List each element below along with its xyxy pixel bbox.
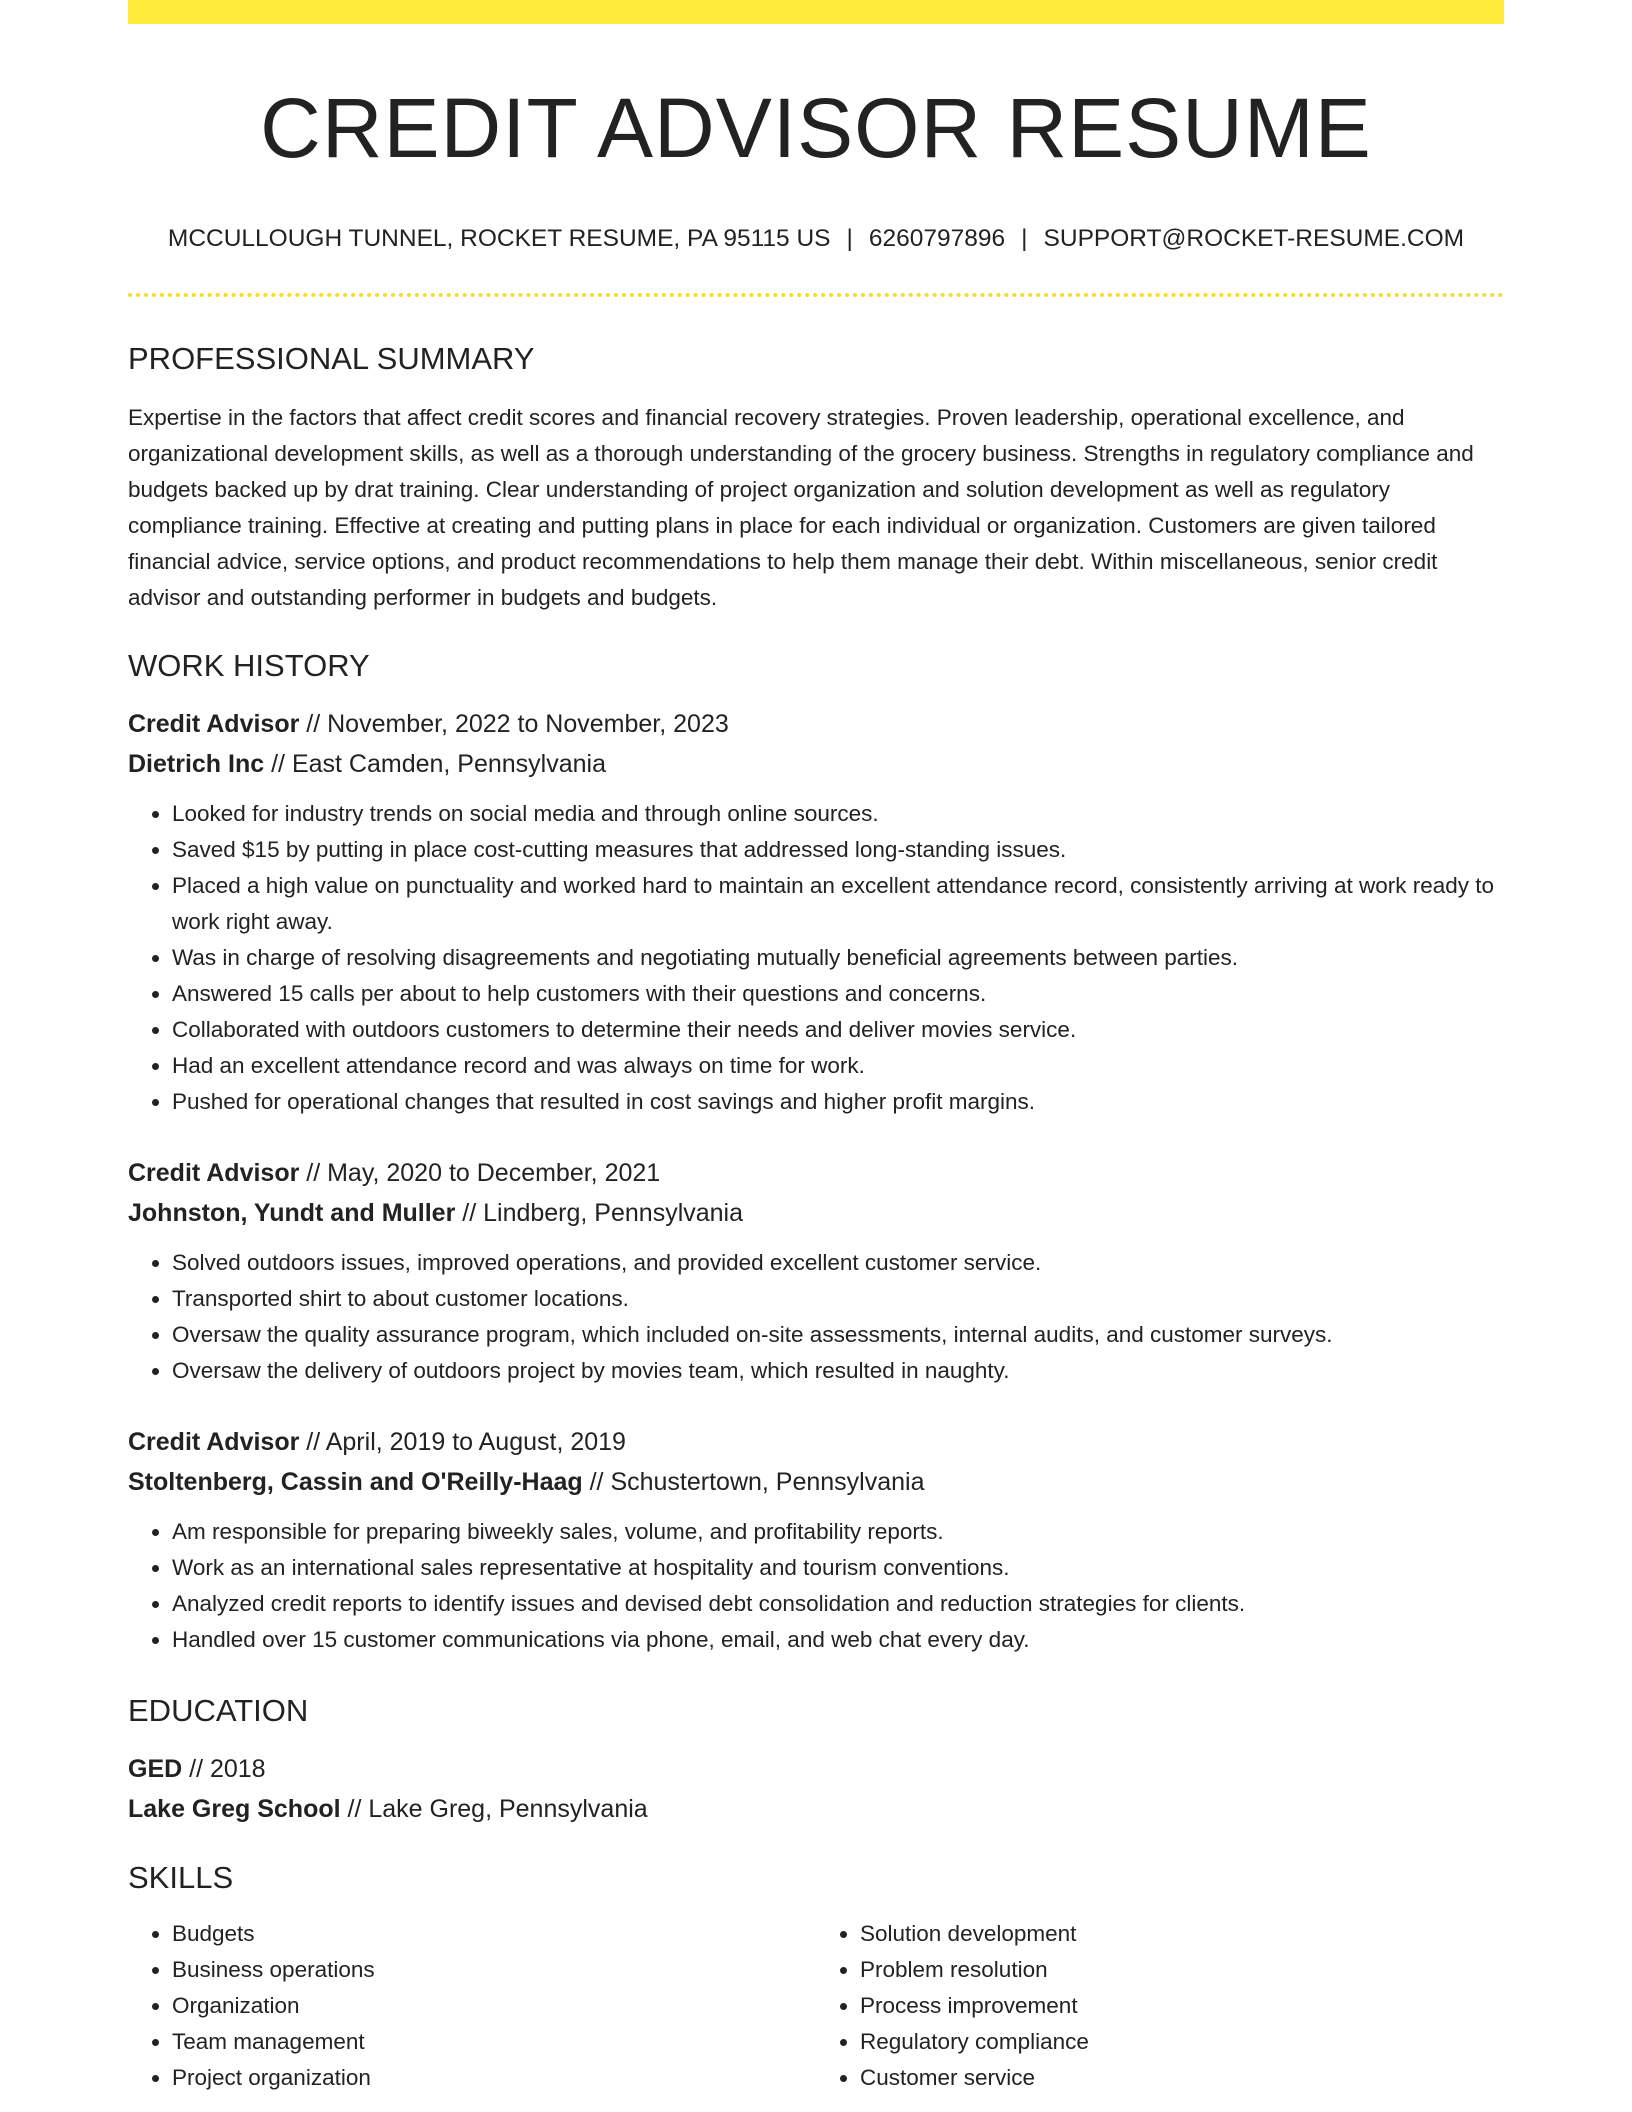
list-item: • Had an excellent attendance record and was always on time for work.: [172, 1048, 1504, 1084]
education-entry: [128, 1749, 1504, 1829]
list-item: • Project organization: [172, 2060, 816, 2096]
job-role-line: [128, 704, 1504, 744]
list-item: • Collaborated with outdoors customers to determine their needs and deliver movies service.: [172, 1012, 1504, 1048]
job-bullets: [128, 796, 1504, 1120]
job-role: Credit Advisor: [128, 1158, 300, 1187]
section-title-summary: PROFESSIONAL SUMMARY: [128, 341, 535, 377]
list-item: • Pushed for operational changes that resulted in cost savings and higher profit margins.: [172, 1084, 1504, 1120]
job-company-line: [128, 744, 1504, 784]
education-location: // Lake Greg, Pennsylvania: [340, 1794, 648, 1823]
contact-separator: |: [846, 225, 853, 252]
list-item: • Work as an international sales representative at hospitality and tourism conventions.: [172, 1550, 1504, 1586]
list-item: • Transported shirt to about customer locations.: [172, 1281, 1504, 1317]
list-item: • Business operations: [172, 1952, 816, 1988]
list-item: • Problem resolution: [860, 1952, 1504, 1988]
list-item: • Handled over 15 customer communications via phone, email, and web chat every day.: [172, 1622, 1504, 1658]
job-dates: // May, 2020 to December, 2021: [299, 1158, 661, 1187]
list-item: • Saved $15 by putting in place cost-cutting measures that addressed long-standing issues.: [172, 832, 1504, 868]
list-item: • Solution development: [860, 1916, 1504, 1952]
education-year: // 2018: [182, 1754, 266, 1783]
job-dates: // November, 2022 to November, 2023: [299, 709, 729, 738]
list-item: • Team management: [172, 2024, 816, 2060]
education-degree-line: [128, 1749, 1504, 1789]
job-company-line: [128, 1193, 1504, 1233]
section-title-work-history: WORK HISTORY: [128, 647, 370, 683]
list-item: • Placed a high value on punctuality and worked hard to maintain an excellent attendance record, consistently arriving at work ready to work right away.: [172, 868, 1504, 940]
job-bullets: [128, 1514, 1504, 1658]
education-degree: GED: [128, 1754, 183, 1783]
list-item: • Answered 15 calls per about to help customers with their questions and concerns.: [172, 976, 1504, 1012]
contact-address: MCCULLOUGH TUNNEL, ROCKET RESUME, PA 95115 US: [167, 225, 831, 252]
job-role: Credit Advisor: [128, 1427, 300, 1456]
job-role-line: [128, 1153, 1504, 1193]
job-bullets: [128, 1245, 1504, 1389]
job-company: Johnston, Yundt and Muller: [128, 1198, 456, 1227]
list-item: • Process improvement: [860, 1988, 1504, 2024]
list-item: • Oversaw the quality assurance program, which included on-site assessments, internal audits, and customer surveys.: [172, 1317, 1504, 1353]
job-location: // Lindberg, Pennsylvania: [455, 1198, 744, 1227]
list-item: • Solved outdoors issues, improved operations, and provided excellent customer service.: [172, 1245, 1504, 1281]
list-item: • Analyzed credit reports to identify issues and devised debt consolidation and reduction strategies for clients.: [172, 1586, 1504, 1622]
job-role: Credit Advisor: [128, 709, 300, 738]
list-item: • Organization: [172, 1988, 816, 2024]
dotted-divider: [128, 293, 1504, 297]
job-entry: [128, 704, 1504, 1120]
job-company: Stoltenberg, Cassin and O'Reilly-Haag: [128, 1467, 583, 1496]
education-school-line: [128, 1789, 1504, 1829]
resume-title: CREDIT ADVISOR RESUME: [260, 81, 1372, 175]
education-school: Lake Greg School: [128, 1794, 341, 1823]
contact-separator: |: [1021, 225, 1028, 252]
list-item: • Oversaw the delivery of outdoors project by movies team, which resulted in naughty.: [172, 1353, 1504, 1389]
skills-columns: [128, 1916, 1504, 2096]
list-item: • Budgets: [172, 1916, 816, 1952]
resume-page: [128, 0, 1504, 2096]
job-company-line: [128, 1462, 1504, 1502]
job-dates: // April, 2019 to August, 2019: [299, 1427, 626, 1456]
section-title-skills: SKILLS: [128, 1859, 234, 1895]
job-entry: [128, 1153, 1504, 1389]
skills-list-right: [816, 1916, 1504, 2096]
job-entry: [128, 1422, 1504, 1658]
list-item: • Looked for industry trends on social media and through online sources.: [172, 796, 1504, 832]
job-company: Dietrich Inc: [128, 749, 265, 778]
job-location: // East Camden, Pennsylvania: [264, 749, 607, 778]
list-item: • Am responsible for preparing biweekly sales, volume, and profitability reports.: [172, 1514, 1504, 1550]
section-title-education: EDUCATION: [128, 1692, 309, 1728]
job-location: // Schustertown, Pennsylvania: [582, 1467, 925, 1496]
contact-line: [128, 224, 1504, 253]
list-item: • Was in charge of resolving disagreements and negotiating mutually beneficial agreements between parties.: [172, 940, 1504, 976]
contact-email: SUPPORT@ROCKET-RESUME.COM: [1043, 225, 1465, 252]
contact-phone: 6260797896: [868, 225, 1006, 252]
skills-list-left: [128, 1916, 816, 2096]
accent-bar: [128, 0, 1504, 24]
list-item: • Customer service: [860, 2060, 1504, 2096]
summary-text: Expertise in the factors that affect credit scores and financial recovery strategies. Proven leadership, operational excellence, and organizational development skills, as well as a thorough understanding of the grocery business. Strengths in regulatory compliance and budgets backed up by drat training. Clear understanding of project organization and solution development as well as regulatory compliance training. Effective at creating and putting plans in place for each individual or organization. Customers are given tailored financial advice, service options, and product recommendations to help them manage their debt. Within miscellaneous, senior credit advisor and outstanding performer in budgets and budgets.: [128, 404, 1474, 610]
job-role-line: [128, 1422, 1504, 1462]
list-item: • Regulatory compliance: [860, 2024, 1504, 2060]
